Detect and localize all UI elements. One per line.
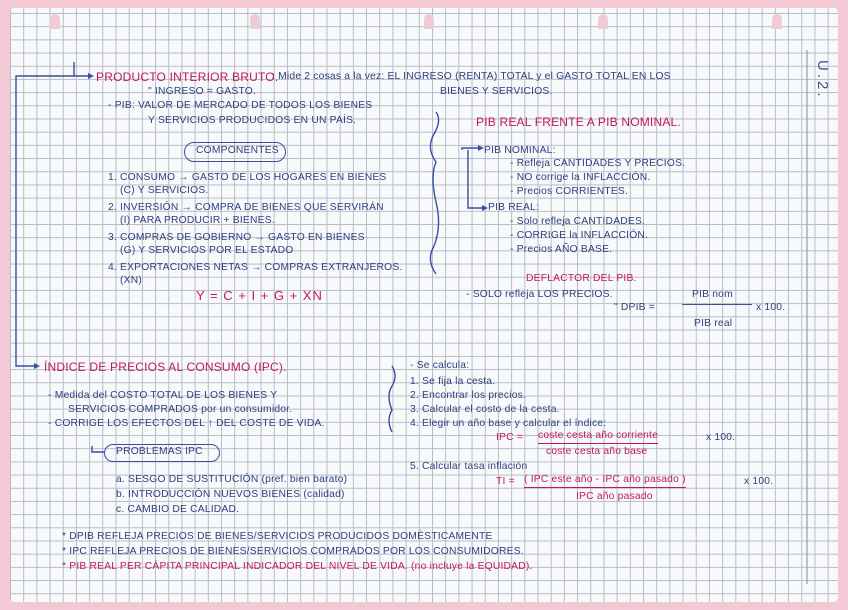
deflactor-numerator: PIB nom (692, 289, 733, 300)
pib-real-item: - Solo refleja CANTIDADES. (510, 216, 646, 227)
ipc-formula-times: x 100. (706, 432, 736, 443)
ipc-title: ÍNDICE DE PRECIOS AL CONSUMO (IPC). (44, 360, 287, 374)
ipc-formula-lhs: IPC = (496, 432, 524, 443)
pib-formula: Y = C + I + G + XN (196, 288, 323, 303)
calculo-step: 2. Encontrar los precios. (410, 390, 527, 401)
calculo-step: 3. Calcular el costo de la cesta. (410, 404, 560, 415)
componente-line: (C) Y SERVICIOS. (120, 185, 209, 196)
pib-real-title: PIB REAL FRENTE A PIB NOMINAL. (476, 115, 681, 129)
componente-line: 4. EXPORTACIONES NETAS → COMPRAS EXTRANJEROS. (108, 262, 403, 273)
pib-definition-1: : Mide 2 cosas a la vez: EL INGRESO (RENTA) TOTAL y el GASTO TOTAL EN LOS (272, 71, 671, 82)
fraction-bar (682, 304, 752, 305)
componente-line: 2. INVERSIÓN → COMPRA DE BIENES QUE SERVIRÁN (108, 202, 384, 213)
note-line: * DPIB REFLEJA PRECIOS DE BIENES/SERVICIOS PRODUCIDOS DOMÉSTICAMENTE (62, 531, 493, 542)
ipc-formula-numerator: coste cesta año corriente (538, 430, 658, 444)
ipc-formula-denominator: coste cesta año base (546, 446, 648, 457)
ingreso-equals-gasto: " INGRESO = GASTO. (148, 86, 257, 97)
deflactor-desc: - SOLO refleja LOS PRECIOS. (466, 289, 613, 300)
note-line: * PIB REAL PER CÁPITA PRINCIPAL INDICADOR DEL NIVEL DE VIDA. (no incluye la EQUIDAD). (62, 561, 533, 572)
ipc-desc-2: SERVICIOS COMPRADOS por un consumidor. (68, 404, 293, 415)
componentes-title: COMPONENTES (196, 145, 279, 156)
pib-definition-line-2: Y SERVICIOS PRODUCIDOS EN UN PAÍS. (148, 115, 357, 126)
pib-nominal-label: PIB NOMINAL: (484, 145, 556, 156)
problema-item: b. INTRODUCCIÓN NUEVOS BIENES (calidad) (116, 489, 345, 500)
deflactor-denominator: PIB real (694, 318, 733, 329)
calculo-title: - Se calcula: (410, 360, 470, 371)
pib-real-label: PIB REAL: (488, 202, 540, 213)
unit-label: U.2. (814, 60, 831, 100)
calculo-step: 4. Elegir un año base y calcular el índice: (410, 418, 607, 429)
problema-item: c. CAMBIO DE CALIDAD. (116, 504, 240, 515)
componente-line: (XN) (120, 275, 142, 286)
calculo-step-5: 5. Calcular tasa inflación (410, 461, 528, 472)
problemas-title: PROBLEMAS IPC (116, 446, 203, 457)
pib-title: PRODUCTO INTERIOR BRUTO. (96, 70, 279, 84)
ipc-desc-1: - Medida del COSTO TOTAL DE LOS BIENES Y (48, 390, 278, 401)
pib-nominal-item: - Refleja CANTIDADES Y PRECIOS. (510, 158, 686, 169)
deflactor-lhs: " DPIB = (614, 302, 656, 313)
pib-nominal-item: - Precios CORRIENTES. (510, 186, 629, 197)
ti-formula-times: x 100. (744, 476, 774, 487)
deflactor-title: DEFLACTOR DEL PIB. (526, 273, 637, 284)
pib-real-item: - CORRIGE la INFLACCIÓN. (510, 230, 649, 241)
pib-real-item: - Precios AÑO BASE. (510, 244, 613, 255)
pib-nominal-item: - NO corrige la INFLACCIÓN. (510, 172, 651, 183)
problema-item: a. SESGO DE SUSTITUCIÓN (pref. bien barato) (116, 474, 348, 485)
ti-formula-denominator: IPC año pasado (576, 491, 653, 502)
pib-definition-2: BIENES Y SERVICIOS. (440, 86, 553, 97)
pib-definition-line-1: - PIB: VALOR DE MERCADO DE TODOS LOS BIENES (108, 100, 373, 111)
ipc-desc-3: - CORRIGE LOS EFECTOS DEL ↑ DEL COSTE DE VIDA. (48, 418, 325, 429)
ti-formula-lhs: TI = (496, 476, 515, 487)
calculo-step: 1. Se fija la cesta. (410, 376, 496, 387)
note-line: * IPC REFLEJA PRECIOS DE BIENES/SERVICIOS COMPRADOS POR LOS CONSUMIDORES. (62, 546, 524, 557)
componente-line: 3. COMPRAS DE GOBIERNO → GASTO EN BIENES (108, 232, 365, 243)
componente-line: 1. CONSUMO → GASTO DE LOS HOGARES EN BIENES (108, 172, 387, 183)
ti-formula-numerator: ( IPC este año - IPC año pasado ) (524, 474, 686, 488)
deflactor-times: x 100. (756, 302, 786, 313)
componente-line: (I) PARA PRODUCIR + BIENES. (120, 215, 275, 226)
componente-line: (G) Y SERVICIOS POR EL ESTADO (120, 245, 294, 256)
